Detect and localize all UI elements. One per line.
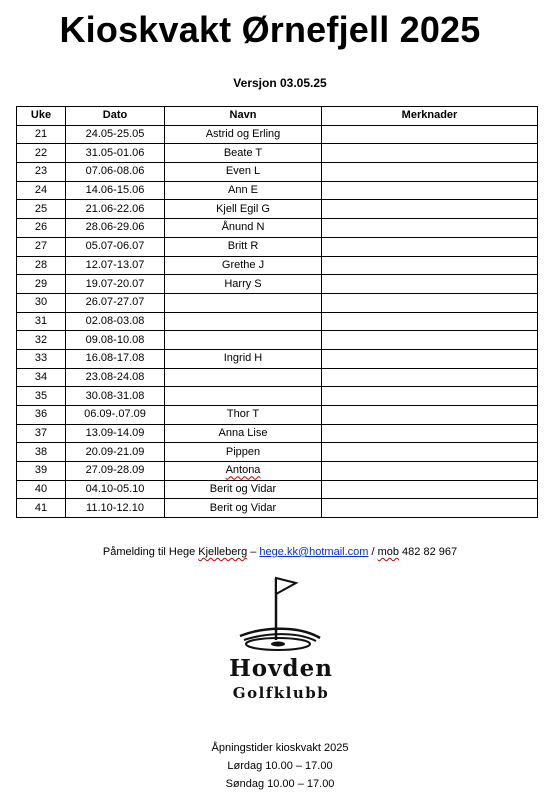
cell-uke-text: 24	[34, 184, 48, 197]
cell-dato	[66, 144, 165, 163]
cell-uke-text: 21	[34, 128, 48, 141]
cell-navn-text: Anna Lise	[218, 427, 268, 440]
cell-dato	[66, 443, 165, 462]
cell-uke-text: 39	[34, 464, 48, 477]
cell-dato	[66, 312, 165, 331]
cell-dato-text: 24.05-25.05	[85, 128, 145, 141]
cell-uke	[17, 144, 66, 163]
cell-dato-text: 28.06-29.06	[85, 221, 145, 234]
table-row	[17, 293, 538, 312]
hours-sunday: Søndag 10.00 – 17.00	[225, 778, 335, 790]
cell-dato	[66, 368, 165, 387]
cell-navn	[165, 181, 322, 200]
cell-uke	[17, 368, 66, 387]
table-row	[17, 312, 538, 331]
cell-dato	[66, 406, 165, 425]
cell-merknader	[322, 349, 538, 368]
cell-navn-text: Thor T	[226, 408, 260, 421]
cell-merknader	[322, 275, 538, 294]
table-row	[17, 406, 538, 425]
table-row	[17, 144, 538, 163]
hours-title: Åpningstider kioskvakt 2025	[211, 742, 349, 754]
cell-navn	[165, 237, 322, 256]
cell-navn-text: Britt R	[227, 240, 259, 253]
cell-navn	[165, 368, 322, 387]
cell-navn	[165, 125, 322, 144]
cell-dato-text: 23.08-24.08	[85, 370, 145, 383]
cell-uke	[17, 331, 66, 350]
cell-navn	[165, 424, 322, 443]
cell-navn	[165, 462, 322, 481]
cell-merknader	[322, 200, 538, 219]
cell-dato	[66, 293, 165, 312]
cell-dato-text: 19.07-20.07	[85, 277, 145, 290]
cell-uke-text: 28	[34, 258, 48, 271]
cell-uke	[17, 387, 66, 406]
schedule-table	[16, 106, 538, 518]
table-row	[17, 181, 538, 200]
cell-uke-text: 36	[34, 408, 48, 421]
cell-uke	[17, 219, 66, 238]
cell-navn-text: Berit og Vidar	[209, 501, 277, 514]
table-row	[17, 349, 538, 368]
cell-merknader	[322, 256, 538, 275]
cell-merknader	[322, 331, 538, 350]
cell-dato-text: 21.06-22.06	[85, 202, 145, 215]
cell-uke	[17, 443, 66, 462]
cell-dato	[66, 200, 165, 219]
contact-prefix: Påmelding til Hege	[102, 546, 199, 558]
email-link[interactable]: hege.kk@hotmail.com	[259, 546, 369, 558]
contact-surname: Kjelleberg	[198, 546, 248, 558]
cell-dato-text: 31.05-01.06	[85, 146, 145, 159]
table-row	[17, 219, 538, 238]
cell-merknader	[322, 237, 538, 256]
table-row	[17, 163, 538, 182]
cell-uke-text: 40	[34, 483, 48, 496]
cell-dato-text: 06.09-.07.09	[84, 408, 146, 421]
cell-dato	[66, 424, 165, 443]
cell-dato-text: 16.08-17.08	[85, 352, 145, 365]
cell-uke	[17, 200, 66, 219]
cell-navn-text: Ingrid H	[223, 352, 263, 365]
table-row	[17, 480, 538, 499]
cell-uke	[17, 181, 66, 200]
cell-navn-text: Berit og Vidar	[209, 483, 277, 496]
cell-merknader	[322, 163, 538, 182]
table-row	[17, 237, 538, 256]
cell-uke	[17, 293, 66, 312]
cell-dato	[66, 499, 165, 518]
header-uke: Uke	[17, 107, 66, 126]
cell-uke	[17, 163, 66, 182]
cell-uke-text: 29	[34, 277, 48, 290]
cell-uke-text: 33	[34, 352, 48, 365]
cell-uke	[17, 256, 66, 275]
cell-uke-text: 38	[34, 445, 48, 458]
cell-merknader	[322, 480, 538, 499]
cell-navn	[165, 163, 322, 182]
cell-navn	[165, 219, 322, 238]
cell-dato-text: 13.09-14.09	[85, 427, 145, 440]
cell-dato	[66, 181, 165, 200]
table-row	[17, 275, 538, 294]
table-row	[17, 331, 538, 350]
cell-merknader	[322, 387, 538, 406]
cell-navn	[165, 349, 322, 368]
logo-name: Hovden	[229, 655, 333, 682]
cell-navn	[165, 443, 322, 462]
cell-merknader	[322, 368, 538, 387]
cell-uke-text: 37	[34, 427, 48, 440]
cell-dato-text: 02.08-03.08	[85, 314, 145, 327]
cell-navn	[165, 275, 322, 294]
cell-navn	[165, 331, 322, 350]
cell-uke	[17, 424, 66, 443]
cell-merknader	[322, 424, 538, 443]
cell-navn	[165, 256, 322, 275]
cell-dato	[66, 349, 165, 368]
cell-navn	[165, 499, 322, 518]
hours-saturday: Lørdag 10.00 – 17.00	[227, 760, 333, 772]
table-row	[17, 387, 538, 406]
cell-navn	[165, 200, 322, 219]
contact-phone: 482 82 967	[399, 546, 458, 558]
cell-uke	[17, 406, 66, 425]
cell-dato	[66, 256, 165, 275]
cell-dato	[66, 331, 165, 350]
table-row	[17, 256, 538, 275]
logo-subtitle: Golfklubb	[232, 684, 330, 702]
cell-uke-text: 26	[34, 221, 48, 234]
table-row	[17, 499, 538, 518]
cell-navn-text: Pippen	[225, 445, 261, 458]
cell-uke	[17, 349, 66, 368]
cell-dato-text: 26.07-27.07	[85, 296, 145, 309]
cell-navn-text: Astrid og Erling	[205, 128, 281, 141]
cell-dato-text: 30.08-31.08	[85, 389, 145, 402]
contact-dash: –	[247, 546, 260, 558]
cell-merknader	[322, 125, 538, 144]
cell-navn	[165, 387, 322, 406]
cell-merknader	[322, 406, 538, 425]
cell-dato	[66, 125, 165, 144]
table-row	[17, 424, 538, 443]
header-merknader: Merknader	[322, 107, 538, 126]
table-row	[17, 125, 538, 144]
cell-dato	[66, 219, 165, 238]
table-row	[17, 200, 538, 219]
table-header-row	[17, 107, 538, 126]
cell-uke-text: 23	[34, 165, 48, 178]
cell-merknader	[322, 499, 538, 518]
table-row	[17, 368, 538, 387]
mob-label: mob	[377, 546, 399, 558]
contact-line	[0, 546, 556, 558]
cell-uke	[17, 312, 66, 331]
cell-dato-text: 09.08-10.08	[85, 333, 145, 346]
cell-dato-text: 14.06-15.06	[85, 184, 145, 197]
cell-dato-text: 05.07-06.07	[85, 240, 145, 253]
cell-uke	[17, 237, 66, 256]
cell-uke-text: 30	[34, 296, 48, 309]
header-navn: Navn	[165, 107, 322, 126]
schedule-body	[17, 125, 538, 517]
cell-uke-text: 31	[34, 314, 48, 327]
cell-navn-text: Even L	[225, 165, 261, 178]
cell-dato	[66, 387, 165, 406]
cell-navn-text: Ann E	[228, 184, 258, 197]
contact-slash: /	[368, 546, 378, 558]
cell-merknader	[322, 462, 538, 481]
cell-dato	[66, 237, 165, 256]
cell-navn	[165, 293, 322, 312]
cell-merknader	[322, 312, 538, 331]
cell-merknader	[322, 443, 538, 462]
table-row	[17, 462, 538, 481]
version-label: Versjon 03.05.25	[233, 76, 327, 90]
cell-dato-text: 04.10-05.10	[85, 483, 145, 496]
cell-dato-text: 20.09-21.09	[85, 445, 145, 458]
document-title: Kioskvakt Ørnefjell 2025	[59, 9, 481, 50]
cell-uke	[17, 125, 66, 144]
cell-dato	[66, 462, 165, 481]
cell-uke-text: 32	[34, 333, 48, 346]
cell-navn-text: Beate T	[223, 146, 263, 159]
cell-uke-text: 34	[34, 370, 48, 383]
cell-merknader	[322, 219, 538, 238]
cell-navn	[165, 480, 322, 499]
cell-dato-text: 11.10-12.10	[86, 501, 144, 514]
cell-uke	[17, 462, 66, 481]
cell-uke-text: 41	[34, 501, 48, 514]
cell-navn-text: Ånund N	[221, 221, 265, 234]
cell-merknader	[322, 181, 538, 200]
cell-uke-text: 27	[34, 240, 48, 253]
cell-dato-text: 27.09-28.09	[85, 464, 145, 477]
cell-merknader	[322, 144, 538, 163]
cell-uke-text: 25	[34, 202, 48, 215]
cell-dato-text: 07.06-08.06	[85, 165, 145, 178]
cell-navn-text: Kjell Egil G	[216, 202, 270, 215]
cell-dato	[66, 480, 165, 499]
cell-navn-text: Grethe J	[221, 258, 265, 271]
table-row	[17, 443, 538, 462]
cell-navn	[165, 312, 322, 331]
opening-hours	[0, 739, 556, 793]
cell-uke	[17, 275, 66, 294]
cell-navn-text: Antona	[225, 464, 261, 477]
cell-dato	[66, 163, 165, 182]
cell-uke	[17, 499, 66, 518]
cell-navn	[165, 144, 322, 163]
cell-uke	[17, 480, 66, 499]
cell-uke-text: 22	[34, 146, 48, 159]
header-dato: Dato	[66, 107, 165, 126]
cell-merknader	[322, 293, 538, 312]
cell-navn-text: Harry S	[224, 277, 262, 290]
cell-uke-text: 35	[34, 389, 48, 402]
cell-dato-text: 12.07-13.07	[85, 258, 145, 271]
cell-navn	[165, 406, 322, 425]
cell-dato	[66, 275, 165, 294]
